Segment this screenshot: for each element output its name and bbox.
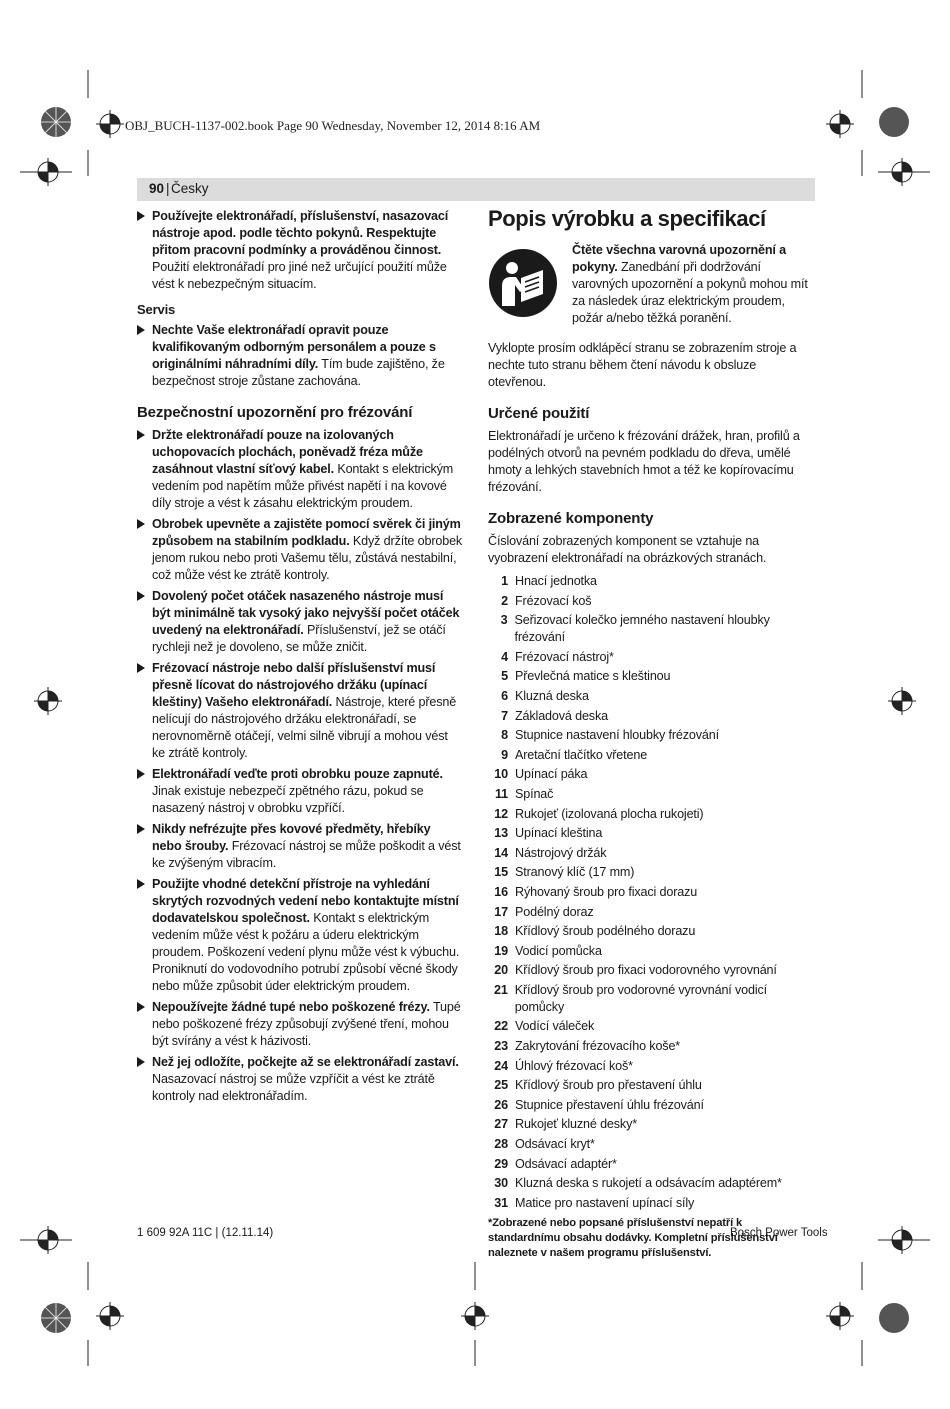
bullet-text: Jinak existuje nebezpečí zpětného rázu, pokud se nasazený nástroj v obrobku vzpříčí.: [152, 784, 424, 815]
language-label: Česky: [171, 181, 209, 196]
component-number: 13: [494, 826, 508, 841]
component-number: 22: [494, 1019, 508, 1034]
component-item: [488, 904, 816, 921]
safety-bullet: [137, 427, 463, 512]
component-item: [488, 943, 816, 960]
safety-bullet: [137, 516, 463, 584]
component-number: 20: [494, 963, 508, 978]
component-item: [488, 982, 816, 1016]
component-label: Aretační tlačítko vřetene: [515, 747, 648, 762]
left-column: [137, 208, 463, 1109]
component-number: 9: [501, 747, 508, 762]
safety-bullet: [137, 588, 463, 656]
components-list: [488, 573, 816, 1212]
component-number: 1: [501, 574, 508, 588]
fold-note: Vyklopte prosím odklápěcí stranu se zobrazením stroje a nechte tuto stranu během čtení návodu k obsluze otevřenou.: [488, 341, 797, 389]
component-label: Křídlový šroub pro přestavení úhlu: [515, 1078, 702, 1093]
component-label: Stranový klíč (17 mm): [515, 865, 635, 880]
component-item: [488, 649, 816, 666]
bullet-triangle-icon: [137, 824, 145, 834]
bullet-bold: Nechte Vaše elektronářadí opravit pouze kvalifikovaným odborným personálem a pouze s originálními náhradními díly.: [152, 323, 436, 371]
component-number: 26: [494, 1097, 508, 1112]
component-item: [488, 962, 816, 979]
bullet-text: Když držíte obrobek jenom rukou nebo proti Vašemu tělu, zůstává nestabilní, což může vést ke ztrátě kontroly.: [152, 534, 463, 582]
component-number: 16: [494, 884, 508, 899]
component-label: Stupnice přestavení úhlu frézování: [515, 1097, 704, 1112]
component-item: [488, 1136, 816, 1153]
component-label: Rýhovaný šroub pro fixaci dorazu: [515, 884, 698, 899]
component-item: [488, 1156, 816, 1173]
component-item: [488, 766, 816, 783]
component-item: [488, 923, 816, 940]
safety-bullet: [137, 876, 463, 995]
bullet-text: Kontakt s elektrickým vedením pod napětím může přivést napětí i na kovové díly stroje a vést k zásahu elektrickým proudem.: [152, 462, 454, 510]
component-number: 7: [501, 708, 508, 723]
footnote: *Zobrazené nebo popsané příslušenství nepatří k standardnímu obsahu dodávky. Kompletní příslušenství naleznete v našem programu příslušenství.: [488, 1216, 778, 1259]
bullet-bold: Obrobek upevněte a zajistěte pomocí svěrek či jiným způsobem na stabilním podkladu.: [152, 517, 461, 548]
service-heading: Servis: [137, 302, 176, 317]
component-item: [488, 668, 816, 685]
component-number: 12: [494, 806, 508, 821]
bullet-text: Příslušenství, jež se otáčí rychleji než je dovoleno, se může zničit.: [152, 623, 446, 654]
bullet-bold: Nepoužívejte žádné tupé nebo poškozené frézy.: [152, 1000, 430, 1014]
bullet-service: [137, 322, 463, 390]
bullet-text: Tím bude zajištěno, že bezpečnost stroje zůstane zachována.: [152, 357, 445, 388]
component-item: [488, 573, 816, 590]
component-number: 21: [494, 982, 508, 997]
bullet-bold: Používejte elektronářadí, příslušenství, nasazovací nástroje apod. podle těchto pokynů. Respektujte přitom pracovní podmínky a prováděnou činnost.: [152, 209, 449, 257]
component-item: [488, 1058, 816, 1075]
bullet-text: Kontakt s elektrickým vedením může vést k požáru a úderu elektrickým proudem. Poškození vedení plynu může vést k výbuchu. Proniknutí do vodovodního potrubí způsobí věcné škody nebo může způsobit úder elektrickým proudem.: [152, 911, 460, 993]
component-label: Rukojeť kluzné desky*: [515, 1117, 637, 1132]
intended-use-heading: Určené použití: [488, 405, 590, 422]
component-label: Matice pro nastavení upínací síly: [515, 1195, 695, 1210]
footer-brand: Bosch Power Tools: [730, 1227, 828, 1239]
safety-bullet-list: [137, 427, 463, 1105]
component-label: Hnací jednotka: [515, 574, 597, 588]
component-label: Převlečná matice s kleštinou: [515, 669, 671, 684]
components-intro: Číslování zobrazených komponent se vztahuje na vyobrazení elektronářadí na obrázkových stranách.: [488, 534, 767, 565]
component-label: Kluzná deska s rukojetí a odsávacím adaptérem*: [515, 1176, 782, 1191]
component-label: Upínací kleština: [515, 826, 603, 841]
component-item: [488, 1077, 816, 1094]
warning-text: Zanedbání při dodržování varovných upozornění a pokynů mohou mít za následek úraz elektrickým proudem, požár a/nebo těžká poranění.: [572, 260, 808, 325]
component-item: [488, 845, 816, 862]
page-number: 90: [149, 181, 165, 196]
footer-doc-code: 1 609 92A 11C | (12.11.14): [137, 1227, 274, 1239]
component-label: Vodící váleček: [515, 1019, 595, 1034]
component-item: [488, 1018, 816, 1035]
component-item: [488, 612, 816, 646]
component-number: 29: [494, 1156, 508, 1171]
component-label: Seřizovací kolečko jemného nastavení hloubky frézování: [514, 613, 770, 645]
bullet-triangle-icon: [137, 519, 145, 529]
component-number: 19: [494, 943, 508, 958]
component-item: [488, 864, 816, 881]
intended-use-text: Elektronářadí je určeno k frézování drážek, hran, profilů a podélných otvorů na pevném podkladu do dřeva, umělé hmoty a lehkých stavebních hmot a též ke kopírovacímu frézování.: [488, 429, 800, 494]
component-label: Zakrytování frézovacího koše*: [515, 1039, 681, 1054]
component-label: Upínací páka: [515, 767, 588, 782]
component-item: [488, 1038, 816, 1055]
bullet-triangle-icon: [137, 430, 145, 440]
component-label: Křídlový šroub pro vodorovné vyrovnání vodicí pomůcky: [514, 982, 768, 1014]
component-number: 2: [501, 593, 508, 608]
component-number: 27: [494, 1117, 508, 1132]
bullet-text: Použití elektronářadí pro jiné než určující použití může vést k nebezpečným situacím.: [152, 260, 447, 291]
safety-bullet: [137, 821, 463, 872]
safety-heading: Bezpečnostní upozornění pro frézování: [137, 404, 413, 421]
bullet-triangle-icon: [137, 879, 145, 889]
component-label: Spínač: [515, 786, 554, 801]
component-number: 6: [501, 688, 508, 703]
component-label: Frézovací nástroj*: [515, 649, 614, 664]
component-label: Odsávací kryt*: [515, 1137, 595, 1152]
component-label: Nástrojový držák: [515, 845, 607, 860]
component-label: Křídlový šroub podélného dorazu: [515, 924, 696, 939]
component-item: [488, 806, 816, 823]
bullet-triangle-icon: [137, 769, 145, 779]
component-label: Podélný doraz: [515, 904, 594, 919]
component-number: 28: [494, 1137, 508, 1152]
bullet-bold: Dovolený počet otáček nasazeného nástroje musí být minimálně tak vysoký jako nejvyšší počet otáček uvedený na elektronářadí.: [152, 589, 460, 637]
component-number: 8: [501, 728, 508, 743]
page-header-bar: [137, 178, 815, 201]
component-label: Křídlový šroub pro fixaci vodorovného vyrovnání: [515, 963, 777, 978]
bullet-triangle-icon: [137, 1057, 145, 1067]
component-label: Frézovací koš: [515, 593, 592, 608]
component-number: 23: [494, 1039, 508, 1054]
component-number: 25: [494, 1078, 508, 1093]
components-heading: Zobrazené komponenty: [488, 510, 654, 527]
component-item: [488, 1097, 816, 1114]
bullet-bold: Držte elektronářadí pouze na izolovaných uchopovacích plochách, poněvadž fréza může zasáhnout vlastní síťový kabel.: [152, 428, 423, 476]
component-label: Kluzná deska: [515, 688, 589, 703]
component-number: 10: [494, 767, 508, 782]
component-item: [488, 727, 816, 744]
bullet-text: Nasazovací nástroj se může vzpříčit a vést ke ztrátě kontroly nad elektronářadím.: [152, 1072, 435, 1103]
safety-bullet: [137, 660, 463, 762]
section-title: Popis výrobku a specifikací: [488, 206, 766, 231]
safety-bullet: [137, 999, 463, 1050]
component-number: 24: [494, 1058, 508, 1073]
component-label: Základová deska: [515, 708, 608, 723]
bullet-text: Tupé nebo poškozené frézy způsobují zvýšené tření, mohou být svírány a vést k házivosti.: [152, 1000, 461, 1048]
right-column: [488, 206, 816, 1261]
component-item: [488, 708, 816, 725]
component-item: [488, 688, 816, 705]
component-number: 5: [501, 669, 508, 684]
bullet-bold: Elektronářadí veďte proti obrobku pouze zapnuté.: [152, 767, 443, 781]
component-item: [488, 786, 816, 803]
bullet-bold: Použijte vhodné detekční přístroje na vyhledání skrytých rozvodných vedení nebo kontaktujte místní dodavatelskou společnost.: [152, 877, 459, 925]
bullet-bold: Frézovací nástroje nebo další příslušenství musí přesně lícovat do nástrojového držáku (upínací kleštiny) Vašeho elektronářadí.: [152, 661, 436, 709]
component-number: 4: [501, 649, 508, 664]
component-number: 11: [494, 786, 508, 801]
component-item: [488, 747, 816, 764]
component-number: 31: [494, 1195, 508, 1210]
bullet-triangle-icon: [137, 325, 145, 335]
component-item: [488, 1195, 816, 1212]
warning-block: [488, 242, 816, 334]
bullet-triangle-icon: [137, 591, 145, 601]
component-number: 14: [494, 845, 508, 860]
component-label: Stupnice nastavení hloubky frézování: [515, 728, 719, 743]
component-number: 3: [500, 613, 508, 628]
bullet-triangle-icon: [137, 211, 145, 221]
component-number: 18: [494, 924, 508, 939]
bullet-text: Nástroje, které přesně nelícují do nástrojového držáku elektronářadí, se nerovnoměrně otáčejí, velmi silně vibrují a mohou vést ke ztrátě kontroly.: [152, 695, 457, 760]
bullet-triangle-icon: [137, 663, 145, 673]
component-number: 15: [494, 865, 508, 880]
bullet-text: Frézovací nástroj se může poškodit a vést ke zvýšeným vibracím.: [152, 839, 461, 870]
component-item: [488, 884, 816, 901]
print-header: OBJ_BUCH-1137-002.book Page 90 Wednesday, November 12, 2014 8:16 AM: [125, 118, 541, 133]
safety-bullet: [137, 766, 463, 817]
component-label: Odsávací adaptér*: [515, 1156, 617, 1171]
bullet-triangle-icon: [137, 1002, 145, 1012]
warning-bold: Čtěte všechna varovná upozornění a pokyny.: [572, 243, 786, 274]
component-label: Úhlový frézovací koš*: [515, 1058, 633, 1073]
bullet-bold: Nikdy nefrézujte přes kovové předměty, hřebíky nebo šrouby.: [152, 822, 431, 853]
component-item: [488, 1116, 816, 1133]
component-item: [488, 593, 816, 610]
safety-bullet: [137, 1054, 463, 1105]
component-number: 17: [494, 904, 508, 919]
component-item: [488, 825, 816, 842]
component-item: [488, 1175, 816, 1192]
component-label: Rukojeť (izolovaná plocha rukojeti): [515, 806, 704, 821]
component-label: Vodicí pomůcka: [515, 943, 602, 958]
component-number: 30: [494, 1176, 508, 1191]
bullet-bold: Než jej odložíte, počkejte až se elektronářadí zastaví.: [152, 1055, 459, 1069]
page-separator: |: [166, 181, 170, 196]
bullet-intro: [137, 208, 463, 293]
read-manual-icon: [488, 248, 558, 318]
